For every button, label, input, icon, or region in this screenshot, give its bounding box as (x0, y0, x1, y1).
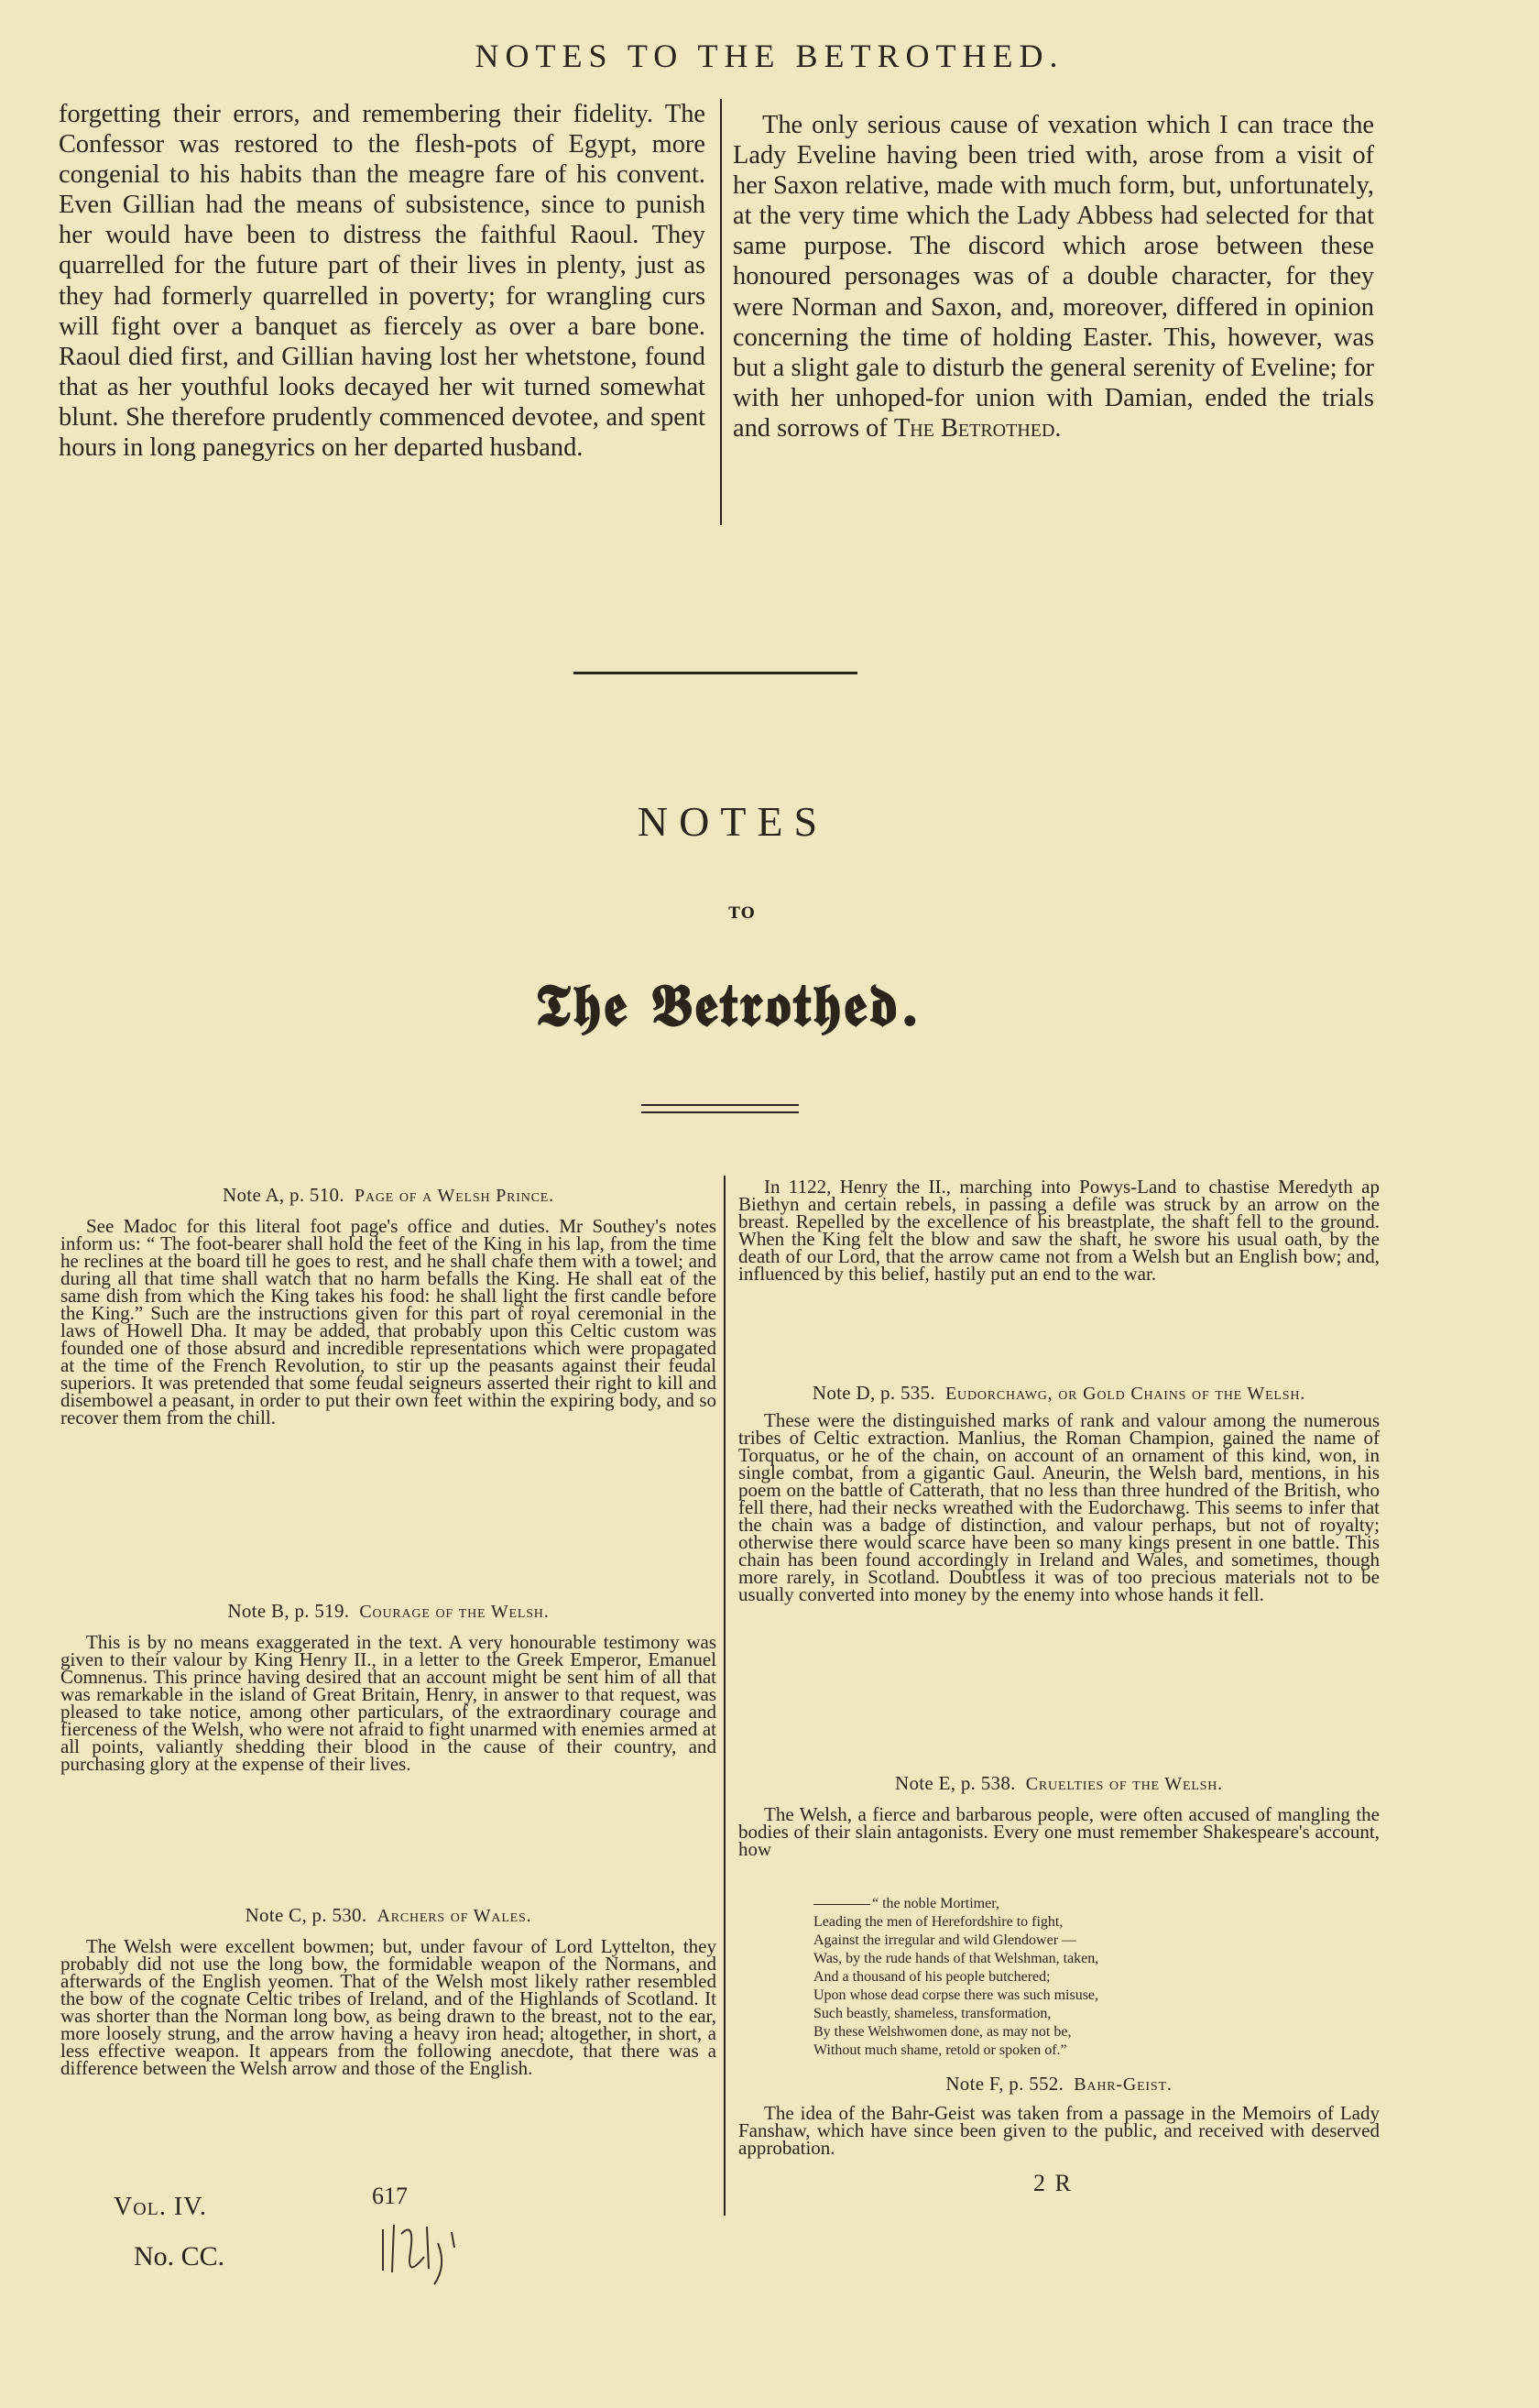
note-e-heading (738, 1772, 1380, 1795)
top-right-column (733, 110, 1374, 443)
top-left-column (59, 99, 705, 463)
note-a-text: See Madoc for this literal foot page's office and duties. Mr Southey's notes inform us: “ The foot-bearer shall hold the feet of the King in his lap, from the time he reclines at the board till he goes to rest, and he shall chafe them with a towel; and during all that time shall watch that no harm befalls the King. He shall eat of the same dish from which the King takes his food: he shall light the first candle before the King.” Such are the instructions given for this part of royal ceremonial in the laws of Howell Dha. It may be added, that probably upon this Celtic custom was founded one of those absurd and incredible representations which were propagated at the time of the French Revolution, to stir up the peasants against their feudal superiors. It was pretended that some feudal seigneurs asserted their right to kill and disembowel a peasant, in order to put their own feet within the expiring body, and so recover them from the chill. (60, 1215, 716, 1428)
poem-line: Such beastly, shameless, transformation, (813, 2006, 1052, 2021)
note-c-continued (738, 1178, 1380, 1283)
note-c-title: Archers of Wales. (377, 1906, 532, 1926)
poem-line: Upon whose dead corpse there was such misuse, (813, 1987, 1099, 2003)
note-f-text: The idea of the Bahr-Geist was taken from a passage in the Memoirs of Lady Fanshaw, which have since been given to the public, and received with deserved approbation. (738, 2102, 1380, 2159)
poem-line: Against the irregular and wild Glendower — (813, 1932, 1077, 1948)
note-f-ref: Note F, p. 552. (945, 2073, 1064, 2095)
notes-heading-to: TO (728, 904, 756, 923)
running-head: NOTES TO THE BETROTHED. (475, 38, 1064, 74)
note-e-ref: Note E, p. 538. (895, 1772, 1016, 1794)
book-title-inline: The Betrothed. (893, 413, 1062, 443)
note-a-ref: Note A, p. 510. (223, 1184, 344, 1206)
note-f-heading (738, 2073, 1380, 2096)
poem-line: “ the noble Mortimer, (813, 1895, 1326, 1913)
note-f-title: Bahr-Geist. (1074, 2074, 1173, 2095)
note-b-title: Courage of the Welsh. (359, 1602, 550, 1622)
note-d-title: Eudorchawg, or Gold Chains of the Welsh. (945, 1384, 1306, 1404)
note-b-heading (60, 1600, 716, 1623)
note-c-ref: Note C, p. 530. (245, 1904, 367, 1926)
top-right-text: The only serious cause of vexation which I can trace the Lady Eveline having been tried with, arose from a visit of her Saxon relative, made with much form, but, unfortunately, at the very time which the Lady Abbess had selected for that same purpose. The discord which arose between these honoured personages was of a double character, for they were Norman and Saxon, and, moreover, differed in opinion concerning the time of holding Easter. This, however, was but a slight gale to disturb the general serenity of Eveline; for with her unhoped-for union with Damian, ended the trials and sorrows of (733, 111, 1374, 443)
poem-line: Was, by the rude hands of that Welshman, taken, (813, 1951, 1099, 1966)
section-divider (573, 672, 857, 674)
note-a-title: Page of a Welsh Prince. (354, 1186, 554, 1206)
number-label: No. CC. (134, 2241, 225, 2271)
page-number: 617 (372, 2183, 408, 2209)
double-rule-bottom (641, 1111, 799, 1113)
column-divider-top (720, 99, 722, 525)
notes-heading: NOTES (637, 798, 829, 845)
top-right-paragraph (733, 110, 1374, 443)
note-c (60, 1904, 716, 2077)
note-e-poem (813, 1895, 1326, 2060)
note-b (60, 1600, 716, 1773)
poem-line: And a thousand of his people butchered; (813, 1969, 1051, 1985)
note-e-text: The Welsh, a fierce and barbarous people, were often accused of mangling the bodies of their slain antagonists. Every one must remember Shakespeare's account, how (738, 1803, 1380, 1860)
double-rule-top (641, 1104, 799, 1106)
poem-line: Without much shame, retold or spoken of.” (813, 2042, 1067, 2058)
note-d-ref: Note D, p. 535. (812, 1382, 935, 1404)
column-divider-bottom (724, 1176, 726, 2216)
note-d-text: These were the distinguished marks of rank and valour among the numerous tribes of Celtic extraction. Manlius, the Roman Champion, gained the name of Torquatus, or he of the chain, on account of an ornament of this kind, won, in single combat, from a gigantic Gaul. Aneurin, the Welsh bard, mentions, in his poem on the battle of Catterath, that no less than three hundred of the British, who fell there, had their necks wreathed with the Eudorchawg. This seems to infer that the chain was a badge of distinction, and valour perhaps, but not of royalty; otherwise there would scarce have been so many kings present in one battle. This chain has been found accordingly in Ireland and Wales, and sometimes, though more rarely, in Scotland. Doubtless it was of too precious materials not to be usually converted into money by the enemy into whose hands it fell. (738, 1409, 1380, 1605)
top-left-paragraph: forgetting their errors, and remembering their fidelity. The Confessor was restored to the flesh-pots of Egypt, more congenial to his habits than the meagre fare of his convent. Even Gillian had the means of subsistence, since to punish her would have been to distress the faithful Raoul. They quarrelled for the future part of their lives in plenty, just as they had formerly quarrelled in poverty; for wrangling curs will fight over a banquet as fiercely as over a bare bone. Raoul died first, and Gillian having lost her whetstone, found that as her youthful looks decayed her wit turned somewhat blunt. She therefore prudently commenced devotee, and spent hours in long panegyrics on her departed husband. (59, 100, 705, 463)
notes-heading-title: 𝕿𝖍𝖊 𝕭𝖊𝖙𝖗𝖔𝖙𝖍𝖊𝖉. (534, 971, 922, 1040)
signature-mark: 2 R (1033, 2170, 1073, 2196)
note-e-title: Cruelties of the Welsh. (1025, 1774, 1223, 1794)
poem-line: By these Welshwomen done, as may not be, (813, 2024, 1072, 2040)
poem-line: Leading the men of Herefordshire to fight, (813, 1914, 1064, 1930)
note-d-heading (738, 1382, 1380, 1405)
note-f (738, 2073, 1380, 2157)
note-c-continued-text: In 1122, Henry the II., marching into Powys-Land to chastise Meredyth ap Biethyn and certain rebels, in passing a defile was struck by an arrow on the breast. Repelled by the excellence of his breastplate, the shaft fell to the ground. When the King felt the blow and saw the shaft, he swore his usual oath, by the death of our Lord, that the arrow came not from a Welsh but an English bow; and, influenced by this belief, hastily put an end to the war. (738, 1176, 1380, 1285)
note-b-ref: Note B, p. 519. (227, 1600, 350, 1622)
note-d (738, 1382, 1380, 1604)
note-c-text: The Welsh were excellent bowmen; but, under favour of Lord Lyttelton, they probably did not use the long bow, the formidable weapon of the Normans, and afterwards of the English yeomen. That of the Welsh most likely rather resembled the bow of the cognate Celtic tribes of Ireland, and of the Highlands of Scotland. It was shorter than the Norman long bow, as being drawn to the breast, not to the ear, more loosely strung, and the arrow having a heavy iron head; altogether, in short, a less effective weapon. It appears from the following anecdote, that there was a difference between the Welsh arrow and those of the English. (60, 1935, 716, 2079)
handwritten-mark-icon (374, 2216, 475, 2289)
note-c-heading (60, 1904, 716, 1927)
volume-label: Vol. IV. (114, 2193, 207, 2221)
note-e (738, 1772, 1380, 1858)
note-a-heading (60, 1184, 716, 1207)
note-a (60, 1184, 716, 1427)
note-b-text: This is by no means exaggerated in the text. A very honourable testimony was given to their valour by King Henry II., in a letter to the Greek Emperor, Emanuel Comnenus. This prince having desired that an account might be sent him of all that was remarkable in the island of Great Britain, Henry, in answer to that request, was pleased to take notice, among other particulars, of the extraordinary courage and fierceness of the Welsh, who were not afraid to fight unarmed with enemies armed at all points, valiantly shedding their blood in the cause of their country, and purchasing glory at the expense of their lives. (60, 1631, 716, 1775)
